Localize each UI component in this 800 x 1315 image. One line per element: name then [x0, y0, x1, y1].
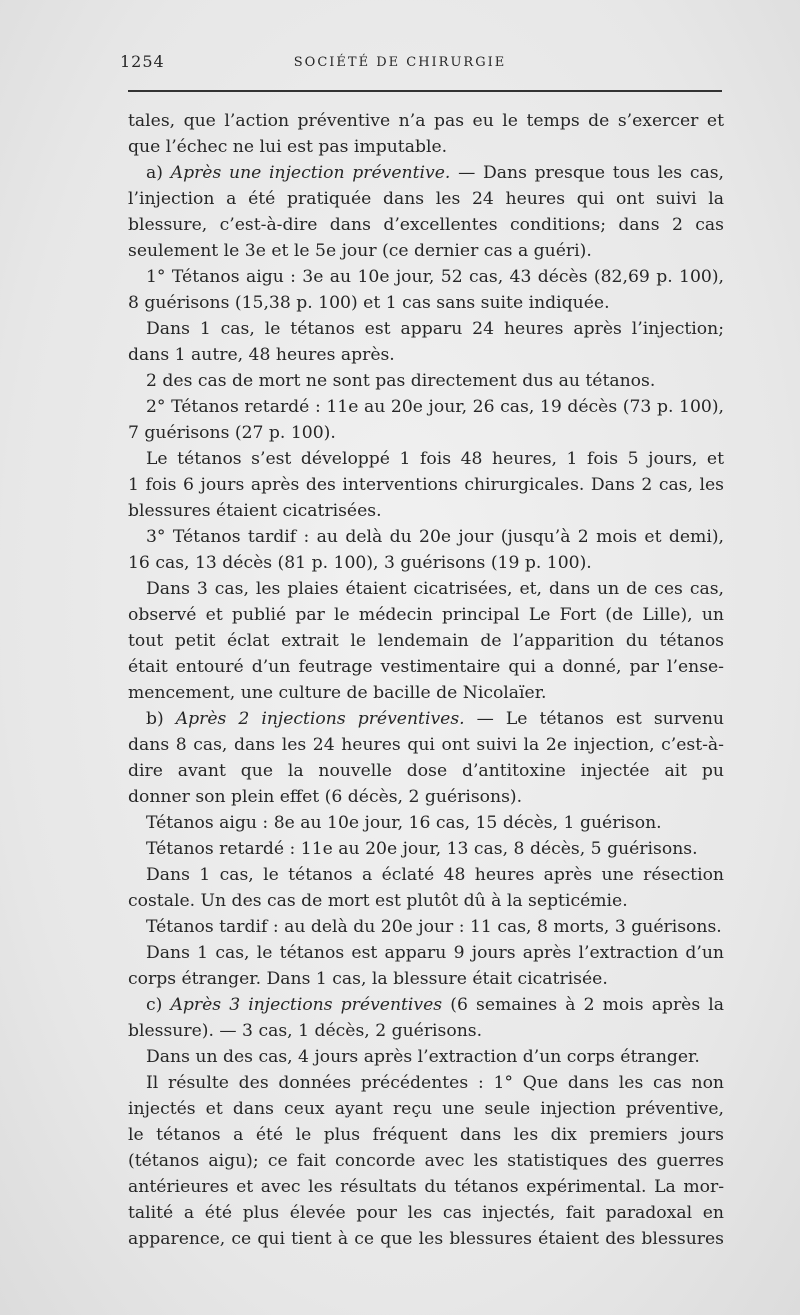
text-line [128, 420, 724, 446]
line-text: antérieures et avec les résultats du tétanos expérimental. La mor- [128, 1177, 724, 1197]
line-text: Tétanos aigu : 8e au 10e jour, 16 cas, 15 décès, 1 guérison. [146, 813, 662, 833]
line-text: (tétanos aigu); ce fait concorde avec les statistiques des guerres [128, 1151, 724, 1171]
text-line [128, 680, 724, 706]
page-number: 1254 [120, 52, 165, 71]
line-text: 3° Tétanos tardif : au delà du 20e jour (jusqu’à 2 mois et demi), [146, 527, 724, 547]
text-line [128, 160, 724, 186]
line-text: le tétanos a été le plus fréquent dans les dix premiers jours [128, 1125, 724, 1145]
line-text: blessure). — 3 cas, 1 décès, 2 guérisons. [128, 1021, 483, 1041]
text-line [128, 654, 724, 680]
text-line [128, 706, 724, 732]
text-line [128, 1044, 724, 1070]
text-line [128, 1122, 724, 1148]
text-line [128, 238, 724, 264]
text-line [128, 212, 724, 238]
text-line [128, 992, 724, 1018]
text-line [128, 1200, 724, 1226]
text-line [128, 316, 724, 342]
text-line [128, 498, 724, 524]
line-text: — Dans presque tous les cas, [450, 163, 724, 183]
text-line [128, 1148, 724, 1174]
line-text: injectés et dans ceux ayant reçu une seule injection préventive, [128, 1099, 724, 1119]
text-line [128, 1070, 724, 1096]
text-line [128, 628, 724, 654]
text-line [128, 134, 724, 160]
text-line [128, 472, 724, 498]
line-text: donner son plein effet (6 décès, 2 guérisons). [128, 787, 523, 807]
line-text: — Le tétanos est survenu [464, 709, 724, 729]
line-text: 1 fois 6 jours après des interventions chirurgicales. Dans 2 cas, les [128, 475, 724, 495]
line-text: Dans 1 cas, le tétanos a éclaté 48 heures après une résection [146, 865, 724, 885]
line-text: dans 1 autre, 48 heures après. [128, 345, 395, 365]
line-text: Dans 3 cas, les plaies étaient cicatrisées, et, dans un de ces cas, [146, 579, 724, 599]
line-text: (6 semaines à 2 mois après la [442, 995, 725, 1015]
line-text: costale. Un des cas de mort est plutôt dû à la septicémie. [128, 891, 628, 911]
line-text: 16 cas, 13 décès (81 p. 100), 3 guérisons (19 p. 100). [128, 553, 592, 573]
line-text: corps étranger. Dans 1 cas, la blessure était cicatrisée. [128, 969, 608, 989]
text-line [128, 524, 724, 550]
line-text: 2° Tétanos retardé : 11e au 20e jour, 26 cas, 19 décès (73 p. 100), [146, 397, 724, 417]
line-text: était entouré d’un feutrage vestimentaire qui a donné, par l’ense- [128, 657, 724, 677]
text-line [128, 1018, 724, 1044]
text-line [128, 862, 724, 888]
line-text: seulement le 3e et le 5e jour (ce dernier cas a guéri). [128, 241, 592, 261]
line-text: Dans 1 cas, le tétanos est apparu 9 jours après l’extraction d’un [146, 943, 724, 963]
line-text: tales, que l’action préventive n’a pas eu le temps de s’exercer et [128, 111, 724, 131]
text-line [128, 446, 724, 472]
text-line [128, 732, 724, 758]
line-text: Tétanos retardé : 11e au 20e jour, 13 cas, 8 décès, 5 guérisons. [146, 839, 698, 859]
line-text: observé et publié par le médecin principal Le Fort (de Lille), un [128, 605, 724, 625]
line-text: apparence, ce qui tient à ce que les blessures étaient des blessures [128, 1229, 724, 1249]
line-text: Tétanos tardif : au delà du 20e jour : 11 cas, 8 morts, 3 guérisons. [146, 917, 722, 937]
text-line [128, 342, 724, 368]
line-text: 2 des cas de mort ne sont pas directement dus au tétanos. [146, 371, 656, 391]
line-text: Il résulte des données précédentes : 1° Que dans les cas non [146, 1073, 724, 1093]
text-line [128, 810, 724, 836]
line-text: dire avant que la nouvelle dose d’antitoxine injectée ait pu [128, 761, 724, 781]
text-line [128, 186, 724, 212]
text-line [128, 264, 724, 290]
line-text: tout petit éclat extrait le lendemain de l’apparition du tétanos [128, 631, 724, 651]
line-text: Le tétanos s’est développé 1 fois 48 heures, 1 fois 5 jours, et [146, 449, 724, 469]
line-text: 1° Tétanos aigu : 3e au 10e jour, 52 cas, 43 décès (82,69 p. 100), [146, 267, 724, 287]
text-line [128, 966, 724, 992]
text-line [128, 368, 724, 394]
line-text: Dans un des cas, 4 jours après l’extraction d’un corps étranger. [146, 1047, 700, 1067]
list-marker: b) [146, 709, 176, 729]
line-text: talité a été plus élevée pour les cas injectés, fait paradoxal en [128, 1203, 724, 1223]
line-text: l’injection a été pratiquée dans les 24 heures qui ont suivi la [128, 189, 724, 209]
line-text: Dans 1 cas, le tétanos est apparu 24 heures après l’injection; [146, 319, 724, 339]
line-text: que l’échec ne lui est pas imputable. [128, 137, 448, 157]
text-line [128, 1096, 724, 1122]
text-line [128, 602, 724, 628]
text-body [128, 108, 724, 1252]
line-text: 8 guérisons (15,38 p. 100) et 1 cas sans suite indiquée. [128, 293, 610, 313]
text-line [128, 550, 724, 576]
text-line [128, 836, 724, 862]
text-line [128, 888, 724, 914]
text-line [128, 940, 724, 966]
text-line [128, 1226, 724, 1252]
line-text: blessures étaient cicatrisées. [128, 501, 382, 521]
text-line [128, 290, 724, 316]
running-title: SOCIÉTÉ DE CHIRURGIE [293, 55, 507, 70]
text-line [128, 1174, 724, 1200]
text-line [128, 576, 724, 602]
text-line [128, 784, 724, 810]
line-text: 7 guérisons (27 p. 100). [128, 423, 336, 443]
italic-heading: Après une injection préventive. [170, 163, 451, 183]
italic-heading: Après 3 injections préventives [170, 995, 443, 1015]
text-line [128, 108, 724, 134]
italic-heading: Après 2 injections préventives. [175, 709, 465, 729]
header-rule [128, 90, 722, 92]
list-marker: a) [146, 163, 171, 183]
line-text: mencement, une culture de bacille de Nicolaïer. [128, 683, 547, 703]
text-line [128, 758, 724, 784]
text-line [128, 914, 724, 940]
list-marker: c) [146, 995, 171, 1015]
line-text: dans 8 cas, dans les 24 heures qui ont suivi la 2e injection, c’est-à- [128, 735, 724, 755]
text-line [128, 394, 724, 420]
line-text: blessure, c’est-à-dire dans d’excellentes conditions; dans 2 cas [128, 215, 724, 235]
